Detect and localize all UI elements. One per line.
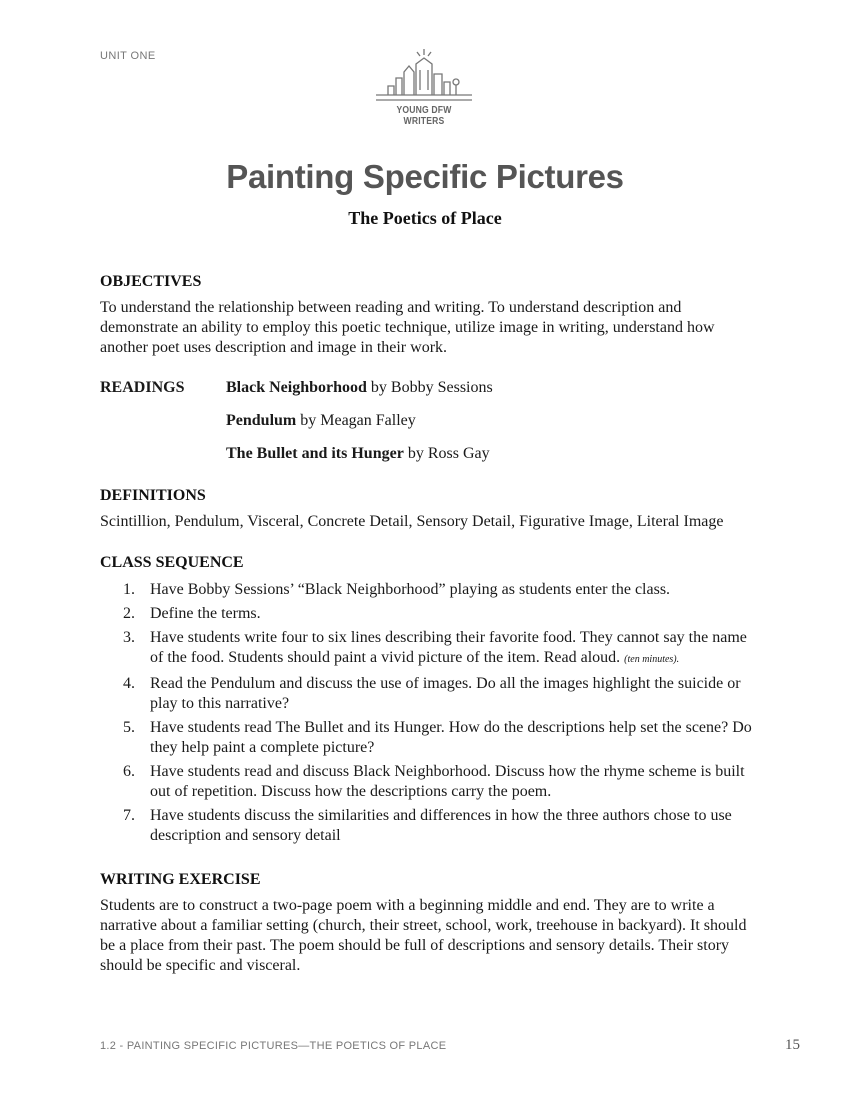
definitions-text: Scintillion, Pendulum, Visceral, Concrete Detail, Sensory Detail, Figurative Image, Literal Image — [100, 513, 724, 530]
class-sequence-list — [100, 580, 760, 850]
list-item: 1. Have Bobby Sessions’ “Black Neighborhood” playing as students enter the class. — [123, 581, 671, 598]
list-item: 6. Have students read and discuss Black Neighborhood. Discuss how the rhyme scheme is built out of repetition. Discuss how the descriptions carry the poem. — [123, 763, 745, 800]
list-item: 4. Read the Pendulum and discuss the use of images. Do all the images highlight the suicide or play to this narrative? — [123, 675, 741, 712]
readings-heading: READINGS — [100, 379, 185, 396]
reading-item: The Bullet and its Hunger by Ross Gay — [226, 445, 490, 462]
writing-exercise-heading: WRITING EXERCISE — [100, 871, 261, 888]
logo-text: YOUNG DFW WRITERS — [396, 105, 452, 127]
page-subtitle: The Poetics of Place — [348, 208, 502, 228]
reading-item: Pendulum by Meagan Falley — [226, 412, 416, 429]
city-skyline-icon — [372, 46, 476, 104]
page-title: Painting Specific Pictures — [226, 158, 624, 195]
young-dfw-writers-logo — [372, 46, 476, 127]
unit-label: UNIT ONE — [100, 50, 156, 62]
list-item: 2. Define the terms. — [123, 605, 261, 622]
definitions-heading: DEFINITIONS — [100, 487, 206, 504]
time-note: (ten minutes). — [624, 654, 680, 665]
list-item: 5. Have students read The Bullet and its Hunger. How do the descriptions help set the scene? Do they help paint a complete picture? — [123, 719, 752, 756]
writing-exercise-text: Students are to construct a two-page poem with a beginning middle and end. They are to write a narrative about a familiar setting (church, their street, school, work, treehouse in backyard). It should be a place from their past. The poem should be full of descriptions and sensory details. Their story should be specific and visceral. — [100, 897, 747, 974]
class-sequence-heading: CLASS SEQUENCE — [100, 554, 244, 571]
footer-title: 1.2 - PAINTING SPECIFIC PICTURES—THE POETICS OF PLACE — [100, 1040, 447, 1052]
objectives-text: To understand the relationship between reading and writing. To understand description and demonstrate an ability to employ this poetic technique, utilize image in writing, understand how another poet uses description and image in their work. — [100, 299, 715, 356]
reading-item: Black Neighborhood by Bobby Sessions — [226, 379, 493, 396]
list-item: 7. Have students discuss the similarities and differences in how the three authors chose to use description and sensory detail — [123, 807, 732, 844]
list-item: 3. Have students write four to six lines describing their favorite food. They cannot say the name of the food. Students should paint a vivid picture of the item. Read aloud. (ten minutes). — [123, 629, 747, 666]
objectives-heading: OBJECTIVES — [100, 273, 202, 290]
page-number: 15 — [785, 1037, 800, 1053]
